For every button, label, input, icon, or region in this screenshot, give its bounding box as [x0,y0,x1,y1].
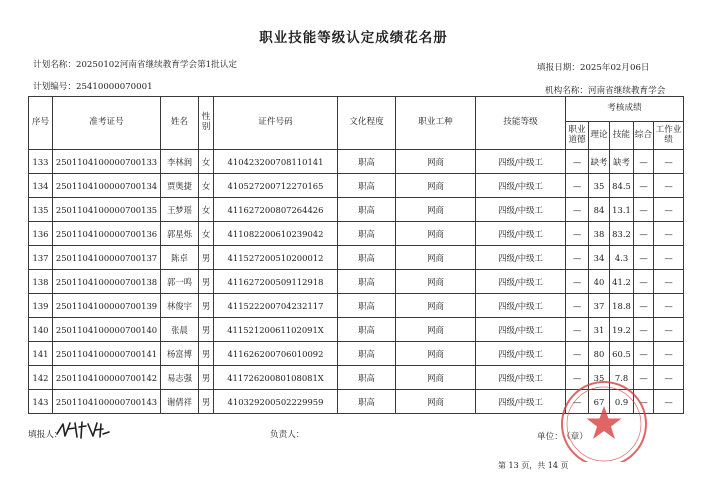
row-education: 职高 [338,270,396,294]
table-row [29,294,684,318]
row-gender: 女 [199,150,214,174]
row-comprehensive: — [634,366,654,390]
row-occupation: 网商 [396,294,476,318]
row-occupation: 网商 [396,222,476,246]
row-skill: 4.3 [610,246,634,270]
row-occupation: 网商 [396,390,476,414]
row-education: 职高 [338,198,396,222]
row-id-no: 411522200704232117 [214,294,338,318]
header-comprehensive: 综合 [634,122,654,150]
row-occupation: 网商 [396,174,476,198]
filler-label: 填报人： [28,430,63,440]
row-ethics: — [566,246,589,270]
row-education: 职高 [338,342,396,366]
row-name: 易志强 [161,366,199,390]
row-work-performance: — [654,294,684,318]
row-skill: 7.8 [610,366,634,390]
header-id-no: 证件号码 [214,97,338,150]
header-education: 文化程度 [338,97,396,150]
row-exam-no: 2501104100000700137 [53,246,161,270]
header-gender: 性别 [199,97,214,150]
row-level: 四级/中级工 [476,198,566,222]
row-education: 职高 [338,318,396,342]
row-seq: 141 [29,342,53,366]
fill-date-value: 2025年02月06日 [579,63,650,73]
row-id-no: 41152120061102091X [214,318,338,342]
plan-no-label: 计划编号： [33,82,76,92]
row-comprehensive: — [634,222,654,246]
row-id-no: 411627200509112918 [214,270,338,294]
table-row [29,222,684,246]
row-education: 职高 [338,294,396,318]
row-seq: 142 [29,366,53,390]
row-theory: 67 [589,390,610,414]
row-seq: 140 [29,318,53,342]
row-name: 李林润 [161,150,199,174]
row-comprehensive: — [634,294,654,318]
row-occupation: 网商 [396,342,476,366]
org-label: 机构名称： [545,86,588,96]
row-id-no: 411626200706010092 [214,342,338,366]
row-name: 郭一鸣 [161,270,199,294]
table-row [29,342,684,366]
org-line [545,84,665,96]
row-seq: 134 [29,174,53,198]
roster-title: 职业技能等级认定成绩花名册 [259,30,448,46]
row-id-no: 41172620080108081X [214,366,338,390]
row-skill: 缺考 [610,150,634,174]
table-row [29,150,684,174]
row-theory: 34 [589,246,610,270]
row-ethics: — [566,222,589,246]
row-gender: 女 [199,222,214,246]
table-row [29,198,684,222]
row-gender: 男 [199,294,214,318]
table-row [29,318,684,342]
org-seal-stamp [548,380,660,462]
row-occupation: 网商 [396,270,476,294]
row-skill: 41.2 [610,270,634,294]
fill-date-label: 填报日期： [537,63,580,73]
table-row [29,270,684,294]
row-exam-no: 2501104100000700138 [53,270,161,294]
row-skill: 84.5 [610,174,634,198]
row-ethics: — [566,342,589,366]
row-id-no: 410527200712270165 [214,174,338,198]
row-seq: 133 [29,150,53,174]
row-seq: 139 [29,294,53,318]
row-exam-no: 2501104100000700134 [53,174,161,198]
roster-body [29,150,684,414]
row-exam-no: 2501104100000700135 [53,198,161,222]
row-name: 贾奥捷 [161,174,199,198]
header-level: 技能等级 [476,97,566,150]
row-comprehensive: — [634,150,654,174]
row-gender: 男 [199,270,214,294]
row-work-performance: — [654,198,684,222]
row-exam-no: 2501104100000700139 [53,294,161,318]
row-level: 四级/中级工 [476,342,566,366]
row-level: 四级/中级工 [476,270,566,294]
row-comprehensive: — [634,270,654,294]
row-comprehensive: — [634,198,654,222]
responsible-label: 负责人： [270,430,305,440]
row-education: 职高 [338,174,396,198]
row-seq: 138 [29,270,53,294]
filler-signature [55,418,111,442]
row-education: 职高 [338,246,396,270]
row-occupation: 网商 [396,366,476,390]
row-id-no: 411627200807264426 [214,198,338,222]
row-name: 张晨 [161,318,199,342]
row-seq: 137 [29,246,53,270]
score-roster-table [28,96,684,414]
plan-name-label: 计划名称： [33,60,76,70]
page-indicator: 第 13 页，共 14 页 [498,461,569,470]
row-theory: 31 [589,318,610,342]
row-skill: 60.5 [610,342,634,366]
row-name: 王梦瑶 [161,198,199,222]
row-education: 职高 [338,150,396,174]
row-skill: 83.2 [610,222,634,246]
table-row [29,246,684,270]
header-ethics: 职业道德 [566,122,589,150]
row-skill: 19.2 [610,318,634,342]
row-level: 四级/中级工 [476,150,566,174]
row-ethics: — [566,150,589,174]
row-exam-no: 2501104100000700142 [53,366,161,390]
unit-label: 单位： [537,432,563,442]
row-theory: 40 [589,270,610,294]
header-occupation: 职业工种 [396,97,476,150]
row-ethics: — [566,390,589,414]
row-exam-no: 2501104100000700143 [53,390,161,414]
row-level: 四级/中级工 [476,174,566,198]
row-work-performance: — [654,342,684,366]
header-skill: 技能 [610,122,634,150]
row-name: 林俊宇 [161,294,199,318]
row-name: 陈卓 [161,246,199,270]
row-ethics: — [566,318,589,342]
row-education: 职高 [338,390,396,414]
row-occupation: 网商 [396,198,476,222]
header-work-performance: 工作业绩 [654,122,684,150]
row-comprehensive: — [634,246,654,270]
row-work-performance: — [654,246,684,270]
row-name: 谢倩祥 [161,390,199,414]
row-skill: 0.9 [610,390,634,414]
fill-date-line [537,61,650,73]
row-level: 四级/中级工 [476,390,566,414]
row-exam-no: 2501104100000700133 [53,150,161,174]
row-occupation: 网商 [396,150,476,174]
row-gender: 男 [199,342,214,366]
row-level: 四级/中级工 [476,246,566,270]
row-theory: 缺考 [589,150,610,174]
row-exam-no: 2501104100000700141 [53,342,161,366]
row-theory: 37 [589,294,610,318]
row-level: 四级/中级工 [476,318,566,342]
row-ethics: — [566,294,589,318]
row-education: 职高 [338,222,396,246]
header-seq: 序号 [29,97,53,150]
row-exam-no: 2501104100000700140 [53,318,161,342]
row-theory: 38 [589,222,610,246]
row-gender: 男 [199,390,214,414]
row-work-performance: — [654,366,684,390]
plan-no-value: 25410000070001 [75,82,153,92]
header-scores: 考核成绩 [566,97,684,122]
row-gender: 男 [199,318,214,342]
row-name: 郭星烁 [161,222,199,246]
header-theory: 理论 [589,122,610,150]
row-level: 四级/中级工 [476,366,566,390]
plan-name-value: 20250102河南省继续教育学会第1批认定 [75,60,237,70]
table-row [29,174,684,198]
row-id-no: 410423200708110141 [214,150,338,174]
row-gender: 男 [199,366,214,390]
header-name: 姓名 [161,97,199,150]
row-skill: 13.1 [610,198,634,222]
row-theory: 35 [589,366,610,390]
row-ethics: — [566,174,589,198]
row-comprehensive: — [634,174,654,198]
row-comprehensive: — [634,342,654,366]
row-occupation: 网商 [396,246,476,270]
row-seq: 135 [29,198,53,222]
row-comprehensive: — [634,390,654,414]
row-name: 杨富博 [161,342,199,366]
plan-name-line [33,58,237,70]
row-work-performance: — [654,390,684,414]
row-gender: 女 [199,198,214,222]
row-gender: 男 [199,246,214,270]
row-work-performance: — [654,318,684,342]
header-exam-no: 准考证号 [53,97,161,150]
row-work-performance: — [654,150,684,174]
row-ethics: — [566,366,589,390]
row-ethics: — [566,270,589,294]
row-theory: 80 [589,342,610,366]
row-level: 四级/中级工 [476,294,566,318]
row-work-performance: — [654,222,684,246]
row-id-no: 411527200510200012 [214,246,338,270]
seal-note: （章） [562,432,588,442]
row-education: 职高 [338,366,396,390]
row-seq: 136 [29,222,53,246]
row-exam-no: 2501104100000700136 [53,222,161,246]
row-skill: 18.8 [610,294,634,318]
plan-no-line [33,80,153,92]
row-work-performance: — [654,174,684,198]
row-theory: 84 [589,198,610,222]
row-work-performance: — [654,270,684,294]
row-id-no: 411082200610239042 [214,222,338,246]
row-theory: 35 [589,174,610,198]
row-occupation: 网商 [396,318,476,342]
row-gender: 女 [199,174,214,198]
row-ethics: — [566,198,589,222]
org-name-value: 河南省继续教育学会 [587,86,666,96]
row-id-no: 410329200502229959 [214,390,338,414]
row-comprehensive: — [634,318,654,342]
row-level: 四级/中级工 [476,222,566,246]
row-seq: 143 [29,390,53,414]
